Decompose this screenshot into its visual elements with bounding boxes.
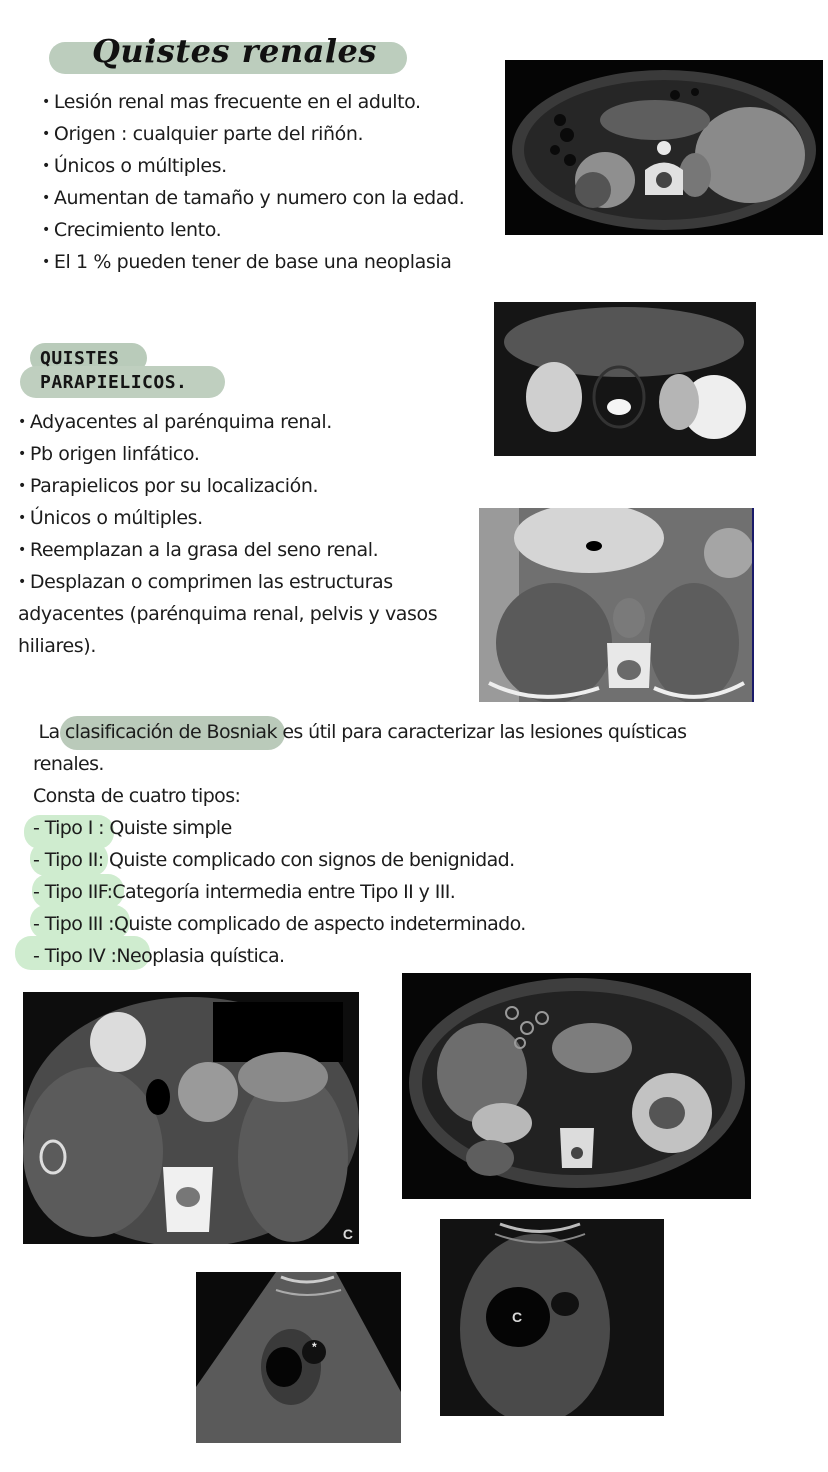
parapelvic-bullet-list [18, 406, 458, 662]
section-heading-parapielicos [40, 347, 187, 395]
page-title: Quistes renales [92, 32, 377, 70]
bullet-item: • Parapielicos por su localización. [18, 470, 458, 502]
bullet-item: • Origen : cualquier parte del riñón. [42, 118, 464, 150]
bullet-item: • Únicos o múltiples. [18, 502, 458, 534]
intro-line: renales. [33, 753, 104, 775]
highlighted-term: clasificación de Bosniak [64, 721, 277, 743]
ultrasound-image-2 [440, 1219, 664, 1416]
heading-line: QUISTES [40, 348, 120, 369]
bosniak-type-item: - Tipo I : Quiste simple [33, 817, 232, 839]
bullet-item: • Pb origen linfático. [18, 438, 458, 470]
bullet-item: • Desplazan o comprimen las estructuras adyacentes (parénquima renal, pelvis y vasos hiliares). [18, 566, 458, 662]
ct-parapelvic-image [479, 508, 754, 702]
bosniak-type-item: - Tipo II: Quiste complicado con signos de benignidad. [33, 849, 515, 871]
intro-line: La clasificación de Bosniak es útil para caracterizar las lesiones quísticas [38, 721, 687, 743]
renal-cyst-bullet-list [42, 86, 464, 278]
mri-axial-image [494, 302, 756, 456]
bosniak-classification-text [33, 716, 763, 972]
bullet-item: • Aumentan de tamaño y numero con la edad. [42, 182, 464, 214]
ct-polycystic-image [23, 992, 359, 1244]
bullet-item: • Reemplazan a la grasa del seno renal. [18, 534, 458, 566]
image-label: C [342, 1226, 353, 1242]
subtitle: Consta de cuatro tipos: [33, 785, 241, 807]
heading-line: PARAPIELICOS. [40, 372, 188, 393]
bosniak-type-item: - Tipo III :Quiste complicado de aspecto indeterminado. [33, 913, 526, 935]
image-label: C [512, 1309, 523, 1325]
bullet-item: • Crecimiento lento. [42, 214, 464, 246]
bullet-item: • Únicos o múltiples. [42, 150, 464, 182]
bullet-item: • Lesión renal mas frecuente en el adulto. [42, 86, 464, 118]
bullet-item: • El 1 % pueden tener de base una neoplasia [42, 246, 464, 278]
ct-large-cyst-image [402, 973, 751, 1199]
ultrasound-image-1 [196, 1272, 401, 1443]
ct-axial-image [505, 60, 823, 235]
bullet-item: • Adyacentes al parénquima renal. [18, 406, 458, 438]
bosniak-type-item: - Tipo IV :Neoplasia quística. [33, 945, 285, 967]
image-label: * [312, 1340, 317, 1354]
bosniak-type-item: - Tipo IIF:Categoría intermedia entre Tipo II y III. [33, 881, 456, 903]
